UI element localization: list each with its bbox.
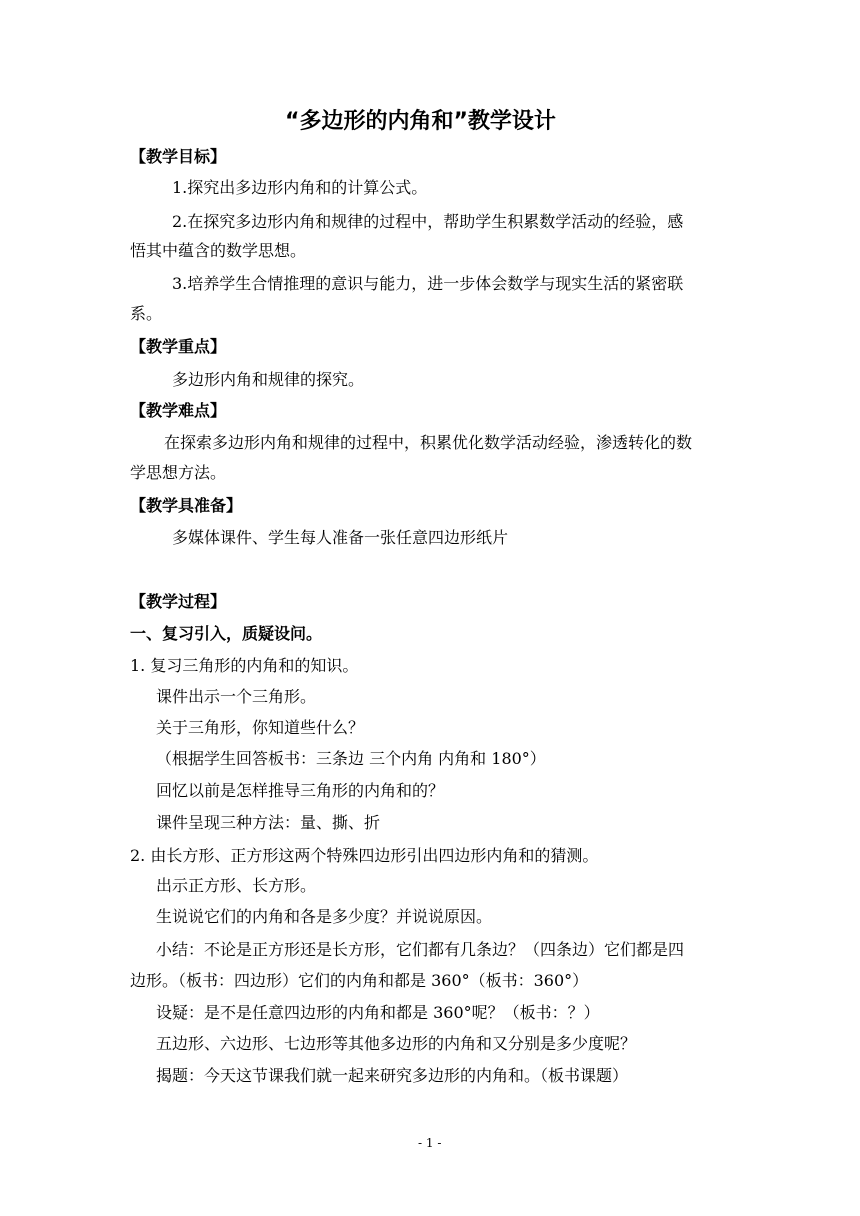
goals-heading: 【教学目标】	[130, 147, 227, 166]
page-number: - 1 -	[418, 1136, 442, 1150]
key-text: 多边形内角和规律的探究。	[172, 370, 365, 389]
goal-3-cont: 系。	[130, 304, 163, 323]
process-line: 课件出示一个三角形。	[156, 687, 317, 706]
tools-text: 多媒体课件、学生每人准备一张任意四边形纸片	[172, 528, 509, 547]
difficulty-line-1: 在探索多边形内角和规律的过程中，积累优化数学活动经验，渗透转化的数	[164, 433, 693, 452]
page-title: “多边形的内角和”教学设计	[285, 109, 556, 134]
difficulty-line-2: 学思想方法。	[130, 463, 227, 482]
goal-2: 2.在探究多边形内角和规律的过程中，帮助学生积累数学活动的经验，感	[172, 212, 684, 231]
process-line: 边形。（板书：四边形）它们的内角和都是 360°（板书：360°）	[130, 971, 589, 990]
process-line: 1. 复习三角形的内角和的知识。	[130, 656, 359, 675]
process-line: 2. 由长方形、正方形这两个特殊四边形引出四边形内角和的猜测。	[130, 846, 599, 865]
process-line: 揭题：今天这节课我们就一起来研究多边形的内角和。（板书课题）	[156, 1066, 629, 1085]
process-line: 出示正方形、长方形。	[156, 876, 317, 895]
process-line: 生说说它们的内角和各是多少度？并说说原因。	[156, 907, 493, 926]
goal-2-cont: 悟其中蕴含的数学思想。	[130, 241, 307, 260]
difficulty-heading: 【教学难点】	[130, 401, 227, 420]
process-line: 关于三角形，你知道些什么？	[156, 718, 365, 737]
process-line: 课件呈现三种方法：量、撕、折	[156, 813, 381, 832]
process-line: 五边形、六边形、七边形等其他多边形的内角和又分别是多少度呢？	[156, 1034, 637, 1053]
section-heading-1: 一、复习引入，质疑设问。	[130, 624, 323, 643]
process-heading: 【教学过程】	[130, 592, 227, 611]
process-line: 回忆以前是怎样推导三角形的内角和的？	[156, 781, 445, 800]
process-line: 小结：不论是正方形还是长方形，它们都有几条边？（四条边）它们都是四	[156, 940, 685, 959]
key-heading: 【教学重点】	[130, 337, 227, 356]
process-line: （根据学生回答板书：三条边 三个内角 内角和 180°）	[156, 749, 546, 768]
tools-heading: 【教学具准备】	[130, 496, 243, 515]
goal-1: 1.探究出多边形内角和的计算公式。	[172, 178, 428, 197]
goal-3: 3.培养学生合情推理的意识与能力，进一步体会数学与现实生活的紧密联	[172, 274, 684, 293]
process-line: 设疑：是不是任意四边形的内角和都是 360°呢？（板书：？）	[156, 1003, 600, 1022]
